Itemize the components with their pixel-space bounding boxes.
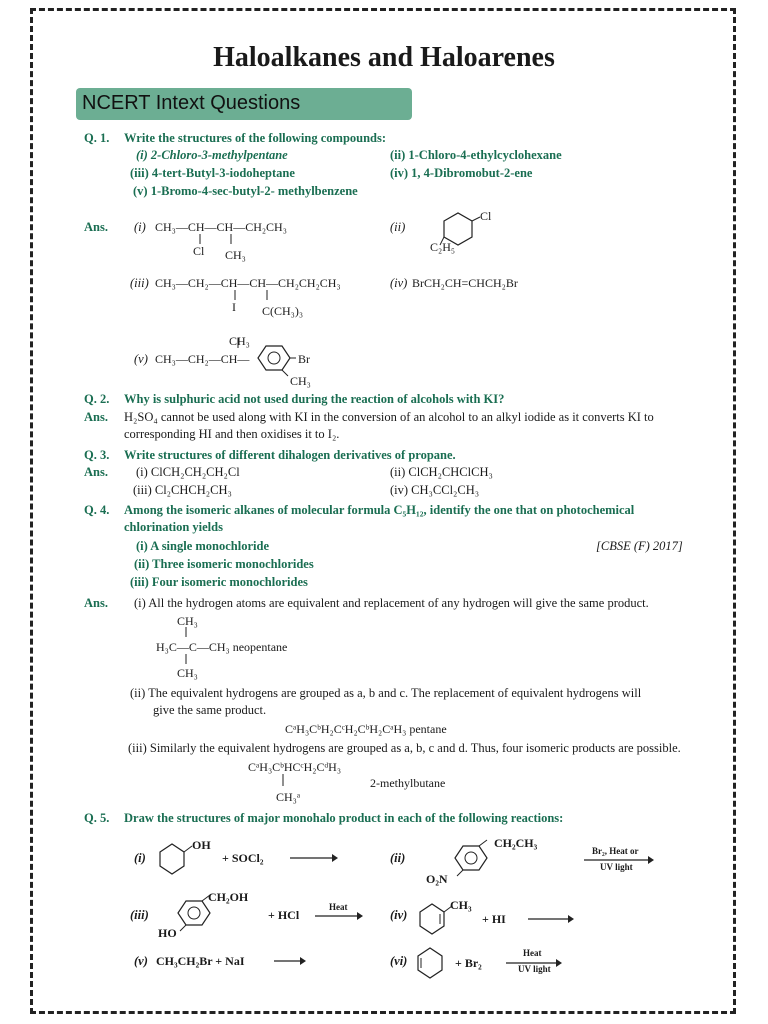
q1-item-v: (v) 1-Bromo-4-sec-butyl-2- methylbenzene [133,184,358,198]
neopentane-bottom: CH₃ [177,666,198,680]
q3-ans-iv: (iv) CH₃CCl₂CH₃ [390,483,480,497]
q1-ans-label: Ans. [84,220,108,234]
q1-ans-iii-chain: CH₃—CH₂—CH—CH—CH₂CH₂CH₃ [155,276,341,290]
q1-item-iii: (iii) 4-tert-Butyl-3-iodoheptane [130,166,295,180]
q2-ans-label: Ans. [84,410,108,424]
q3-ans-ii: (ii) ClCH₂CHClCH₃ [390,465,493,479]
q4-source: [CBSE (F) 2017] [596,539,683,553]
methylbutane-chain: CᵃH₃CᵇHCᶜH₂CᵈH₃ [248,760,342,774]
q1-ans-iv-formula: BrCH₂CH=CHCH₂Br [412,276,518,290]
banner-label: NCERT Intext Questions [82,92,301,114]
q1-item-ii: (ii) 1-Chloro-4-ethylcyclohexane [390,148,562,162]
q5-r1-reagent: + SOCl₂ [222,851,264,865]
cyclohexene-ring-icon [410,944,454,984]
q4-number: Q. 4. [84,503,110,517]
q3-number: Q. 3. [84,448,110,462]
q1-ans-iii-label: (iii) [130,276,149,290]
q5-r3-ch2oh: CH₂OH [208,890,249,904]
q5-r3-label: (iii) [130,908,149,922]
q5-r3-reagent: + HCl [268,908,300,922]
q1-ans-v-ch3: CH₃ [290,374,311,388]
q5-r1-label: (i) [134,851,146,865]
q3-ans-i: (i) ClCH₂CH₂CH₂Cl [136,465,240,479]
q1-ans-ii-cl: Cl [480,209,492,223]
q5-r6-cond-top: Heat [523,948,542,958]
q4-question-line1: Among the isomeric alkanes of molecular formula C₅H₁₂, identify the one that on photochemical [124,503,635,517]
q1-ans-ii-label: (ii) [390,220,406,234]
q5-r2-cond-top: Br₂, Heat or [592,846,639,856]
q5-r4-arrow [528,913,578,925]
q4-item-iii: (iii) Four isomeric monochlorides [130,575,308,589]
page-title: Haloalkanes and Haloarenes [213,42,555,73]
q5-r6-cond-bot: UV light [518,964,551,974]
q4-ans-iii: (iii) Similarly the equivalent hydrogens are grouped as a, b, c and d. Thus, four isomeric products are possible. [128,741,681,755]
q5-r2-nitro: O₂N [426,872,448,886]
q5-r3-ho: HO [158,926,177,940]
q1-ans-i-chain: CH₃—CH—CH—CH₂CH₃ [155,220,287,234]
q1-ans-v-br: Br [298,352,310,366]
q4-question-line2: chlorination yields [124,520,223,534]
q5-r3-arrow [315,910,365,922]
q1-ans-v-top-ch3: CH₃ [229,334,250,348]
q4-ans-ii-line1: (ii) The equivalent hydrogens are grouped as a, b and c. The replacement of equivalent hydrogens will [130,686,642,700]
q4-ans-ii-line2: give the same product. [153,703,267,717]
q4-ans-label: Ans. [84,596,108,610]
q5-r3-cond: Heat [329,902,348,912]
q5-r4-reagent: + HI [482,912,506,926]
neopentane-chain: H₃C—C—CH₃ neopentane [156,640,288,654]
q5-r4-label: (iv) [390,908,408,922]
q5-r5-label: (v) [134,954,148,968]
q5-r5-arrow [274,955,310,967]
q1-ans-i-ch3: CH₃ [225,248,246,262]
q1-ans-v-label: (v) [134,352,148,366]
q1-question: Write the structures of the following compounds: [124,131,387,145]
q5-r2-cond-bot: UV light [600,862,633,872]
q1-item-iv: (iv) 1, 4-Dibromobut-2-ene [390,166,533,180]
neopentane-top: CH₃ [177,614,198,628]
q2-question: Why is sulphuric acid not used during the reaction of alcohols with KI? [124,392,505,406]
q3-question: Write structures of different dihalogen derivatives of propane. [124,448,456,462]
q5-r1-arrow [290,852,340,864]
q5-r2-ethyl: CH₂CH₃ [494,836,538,850]
pentane-formula: CᵃH₃CᵇH₂CᶜH₂CᵇH₂CᵃH₃ pentane [285,722,447,736]
q5-number: Q. 5. [84,811,110,825]
q4-item-i: (i) A single monochloride [136,539,269,553]
q1-ans-v-chain: CH₃—CH₂—CH— [155,352,250,366]
q1-ans-iv-label: (iv) [390,276,408,290]
q2-ans-line2: corresponding HI and then oxidises it to I₂. [124,427,340,441]
q2-number: Q. 2. [84,392,110,406]
q5-r6-reagent: + Br₂ [455,956,482,970]
q5-r5-text: CH₃CH₂Br + NaI [156,954,245,968]
q1-ans-i-cl: Cl [193,244,205,258]
q5-r4-ch3: CH₃ [450,898,472,912]
q4-item-ii: (ii) Three isomeric monochlorides [134,557,314,571]
q1-ans-iii-tbutyl: C(CH₃)₃ [262,304,304,318]
q1-number: Q. 1. [84,131,110,145]
methylbutane-name: 2-methylbutane [370,776,446,790]
q5-r1-oh: OH [192,838,211,852]
q2-ans-line1: H₂SO₄ cannot be used along with KI in the conversion of an alcohol to an alkyl iodide as it converts KI to [124,410,654,424]
q1-ans-iii-i: I [232,300,236,314]
q5-question: Draw the structures of major monohalo product in each of the following reactions: [124,811,564,825]
q1-ans-i-label: (i) [134,220,146,234]
q5-r2-label: (ii) [390,851,406,865]
q3-ans-label: Ans. [84,465,108,479]
q5-r6-label: (vi) [390,954,408,968]
q1-item-i: (i) 2-Chloro-3-methylpentane [136,148,288,162]
q1-ans-ii-ethyl: C₂H₅ [430,240,456,254]
q4-ans-i: (i) All the hydrogen atoms are equivalent and replacement of any hydrogen will give the same product. [134,596,649,610]
q3-ans-iii: (iii) Cl₂CHCH₂CH₃ [133,483,232,497]
methylbutane-branch: CH₃ᵃ [276,790,301,804]
